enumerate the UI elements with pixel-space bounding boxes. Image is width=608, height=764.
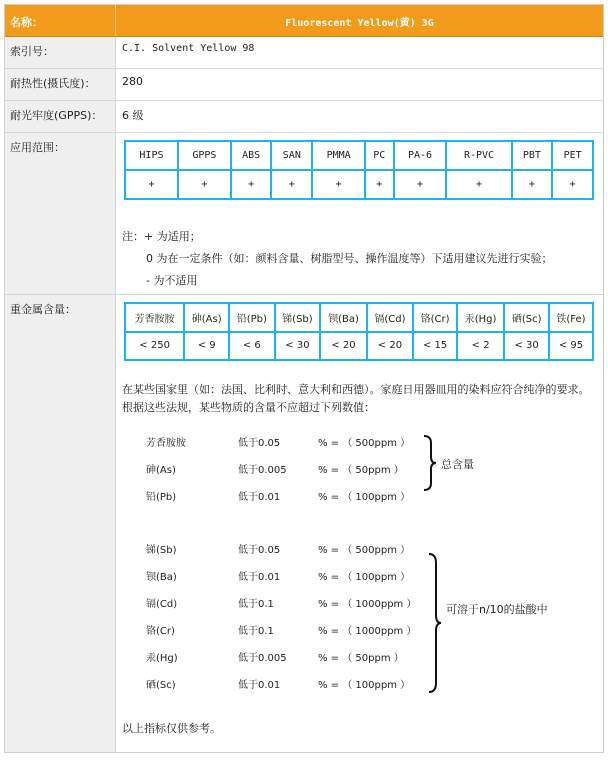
scope-row	[5, 133, 603, 295]
limit-ppm: % = （ 50ppm ）	[318, 465, 404, 476]
resin-header: R-PVC	[446, 141, 511, 170]
scope-label: 应用范围：	[5, 133, 116, 294]
header-label: 名称：	[5, 5, 116, 36]
limit-name: 芳香胺胺	[146, 438, 186, 449]
limit-ppm: % = （ 50ppm ）	[318, 653, 404, 664]
metal-header: 铁(Fe)	[549, 303, 593, 332]
regulation-paragraph: 在某些国家里（如：法国、比利时、意大利和西德）。家庭日用器皿用的染料应符合纯净的要求。根据这些法规，某些物质的含量不应超过下列数值：	[122, 383, 590, 414]
resin-header: HIPS	[125, 141, 178, 170]
metal-value: < 20	[320, 332, 366, 361]
brace-total	[421, 435, 437, 491]
resin-value: +	[271, 170, 312, 199]
limit-name: 锑(Sb)	[146, 545, 177, 556]
metal-header: 镉(Cd)	[367, 303, 414, 332]
light-label: 耐光牢度(GPPS)：	[5, 101, 116, 132]
limit-ppm: % = （ 100ppm ）	[318, 572, 411, 583]
metal-value: < 30	[504, 332, 549, 361]
limit-name: 铅(Pb)	[146, 492, 177, 503]
limit-value: 低于0.01	[238, 492, 281, 503]
heat-label: 耐热性(摄氏度)：	[5, 69, 116, 100]
limit-value: 低于0.05	[238, 545, 281, 556]
header-row	[5, 5, 603, 37]
table-row	[125, 141, 593, 170]
limit-ppm: % = （ 500ppm ）	[318, 438, 411, 449]
limit-ppm: % = （ 100ppm ）	[318, 492, 411, 503]
limit-ppm: % = （ 100ppm ）	[318, 680, 411, 691]
metal-value: < 30	[275, 332, 321, 361]
resin-header: PA-6	[394, 141, 447, 170]
resin-value: +	[231, 170, 272, 199]
resin-value: +	[365, 170, 393, 199]
limit-value: 低于0.1	[238, 626, 274, 637]
light-value: 6 级	[122, 109, 144, 122]
limit-value: 低于0.05	[238, 438, 281, 449]
metal-header: 砷(As)	[184, 303, 229, 332]
note-line-1: 注：+ 为适用；	[122, 230, 201, 243]
limit-value: 低于0.1	[238, 599, 274, 610]
resin-value: +	[446, 170, 511, 199]
limit-name: 铬(Cr)	[146, 626, 175, 637]
resin-table	[124, 140, 594, 200]
limit-value: 低于0.005	[238, 465, 287, 476]
resin-value: +	[178, 170, 231, 199]
product-name: Fluorescent Yellow(黄) 3G	[285, 18, 434, 29]
metal-header: 钡(Ba)	[320, 303, 366, 332]
reference-note: 以上指标仅供参考。	[122, 722, 221, 735]
limit-name: 钡(Ba)	[146, 572, 177, 583]
resin-value: +	[394, 170, 447, 199]
heat-value: 280	[122, 75, 143, 88]
table-row	[125, 303, 593, 332]
limit-name: 汞(Hg)	[146, 653, 178, 664]
limit-ppm: % = （ 1000ppm ）	[318, 599, 417, 610]
limit-value: 低于0.01	[238, 572, 281, 583]
resin-value: +	[125, 170, 178, 199]
limit-name: 硒(Sc)	[146, 680, 176, 691]
metals-table	[124, 302, 594, 361]
metal-value: < 250	[125, 332, 184, 361]
scope-content	[116, 133, 603, 294]
metal-header: 硒(Sc)	[504, 303, 549, 332]
resin-header: PC	[365, 141, 393, 170]
metals-content	[116, 295, 603, 752]
metal-header: 汞(Hg)	[457, 303, 504, 332]
metals-label: 重金属含量：	[5, 295, 116, 752]
index-value: C.I. Solvent Yellow 98	[122, 43, 255, 54]
brace-soluble	[426, 553, 442, 693]
metal-value: < 20	[367, 332, 414, 361]
soluble-label: 可溶于n/10的盐酸中	[446, 603, 548, 616]
metal-header: 芳香胺胺	[125, 303, 184, 332]
metal-value: < 6	[229, 332, 274, 361]
metal-header: 铅(Pb)	[229, 303, 274, 332]
metal-header: 铬(Cr)	[413, 303, 457, 332]
resin-header: GPPS	[178, 141, 231, 170]
resin-header: PMMA	[312, 141, 365, 170]
limit-value: 低于0.005	[238, 653, 287, 664]
resin-header: PET	[552, 141, 593, 170]
metals-row	[5, 295, 603, 752]
metal-value: < 95	[549, 332, 593, 361]
heat-row	[5, 69, 603, 101]
table-row	[125, 332, 593, 361]
resin-value: +	[552, 170, 593, 199]
total-content-label: 总含量	[441, 458, 474, 471]
light-row	[5, 101, 603, 133]
limit-name: 砷(As)	[146, 465, 176, 476]
limit-value: 低于0.01	[238, 680, 281, 691]
resin-value: +	[312, 170, 365, 199]
resin-value: +	[512, 170, 553, 199]
index-row	[5, 37, 603, 69]
note-line-3: - 为不适用	[146, 274, 198, 287]
limit-ppm: % = （ 500ppm ）	[318, 545, 411, 556]
product-spec-table	[4, 4, 604, 753]
resin-header: SAN	[271, 141, 312, 170]
resin-header: PBT	[512, 141, 553, 170]
note-line-2: 0 为在一定条件（如：颜料含量、树脂型号、操作温度等）下适用建议先进行实验；	[146, 252, 553, 265]
resin-header: ABS	[231, 141, 272, 170]
index-label: 索引号：	[5, 37, 116, 68]
table-row	[125, 170, 593, 199]
metal-header: 锑(Sb)	[275, 303, 321, 332]
metal-value: < 2	[457, 332, 504, 361]
metal-value: < 15	[413, 332, 457, 361]
limit-name: 镉(Cd)	[146, 599, 178, 610]
limit-ppm: % = （ 1000ppm ）	[318, 626, 417, 637]
metal-value: < 9	[184, 332, 229, 361]
